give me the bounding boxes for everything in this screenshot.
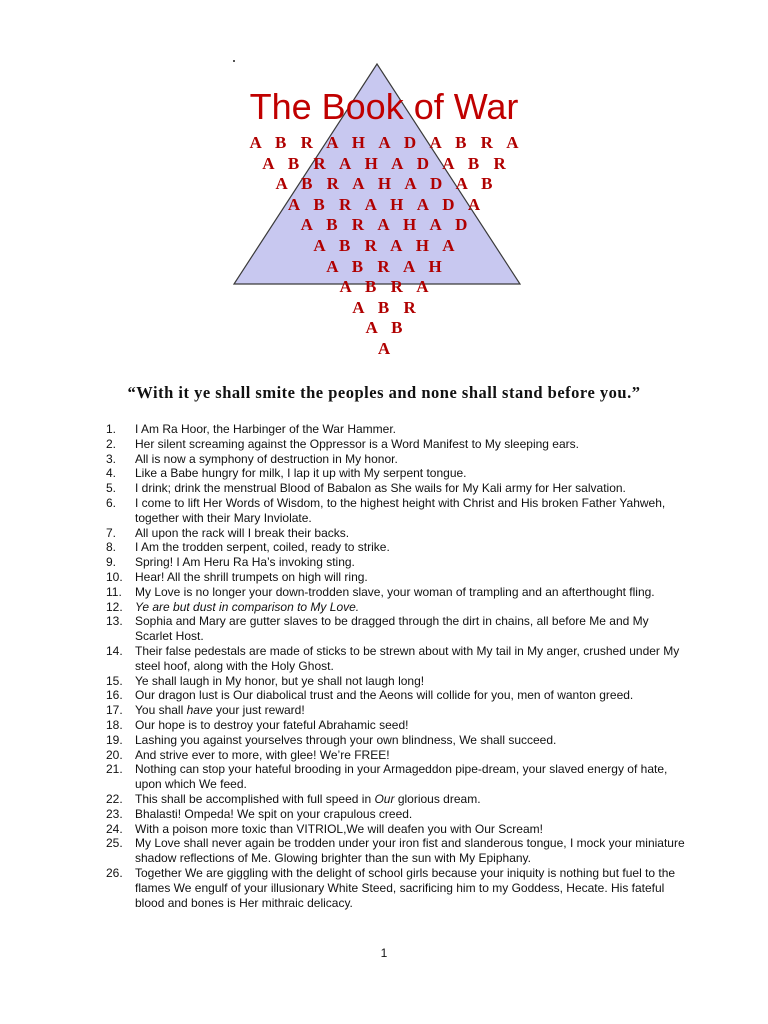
page-number: 1 [380, 946, 388, 960]
verse-item [106, 422, 686, 437]
verse-text: Our hope is to destroy your fateful Abrahamic seed! [135, 717, 409, 732]
verse-text: And strive ever to more, with glee! We’re FREE! [135, 747, 390, 762]
verse-item [106, 614, 686, 644]
page-title-text: The Book of War [249, 86, 519, 127]
verse-item [106, 600, 686, 615]
verse-text: I Am Ra Hoor, the Harbinger of the War Hammer. [135, 422, 396, 436]
verse-list [106, 422, 686, 910]
verse-text: Together We are giggling with the delight of school girls because your iniquity is nothing but fuel to the flames We engulf of your illusionary White Steed, sacrificing him to my Goddess, Hecate. His fateful blood and bones is Her mithraic delicacy. [135, 865, 676, 910]
verse-text: All is now a symphony of destruction in My honor. [135, 451, 398, 466]
abrahadabra-row: A B R A H A [313, 236, 455, 255]
verse-item [106, 452, 686, 467]
verse-number: 15. [106, 673, 123, 688]
verse-text: With a poison more toxic than VITRIOL,We will deafen you with Our Scream! [135, 821, 543, 836]
abrahadabra-row: A B R A H A D A [287, 194, 481, 214]
verse-number: 23. [106, 806, 123, 821]
verse-text: Sophia and Mary are gutter slaves to be dragged through the dirt in chains, all before Me and My Scarlet Host. [135, 614, 649, 644]
verse-number: 16. [106, 688, 123, 703]
verse-text: This shall be accomplished with full speed in Our glorious dream. [135, 791, 481, 806]
verse-item [106, 555, 686, 570]
verse-number: 17. [106, 703, 123, 718]
verse-text: I drink; drink the menstrual Blood of Babalon as She wails for My Kali army for Her salvation. [135, 481, 626, 496]
verse-item [106, 481, 686, 496]
verse-text: I Am the trodden serpent, coiled, ready to strike. [135, 540, 390, 555]
verse-number: 20. [106, 747, 123, 762]
verse-item [106, 703, 686, 718]
verse-item [106, 718, 686, 733]
abrahadabra-row: A B [365, 318, 403, 338]
verse-item [106, 526, 686, 541]
page-title [0, 86, 768, 127]
verse-text: All upon the rack will I break their backs. [135, 525, 350, 540]
abrahadabra-row: A B R A H [326, 256, 442, 276]
verse-item [106, 748, 686, 763]
verse-number: 24. [106, 821, 123, 836]
verse-item [106, 570, 686, 585]
verse-number: 10. [106, 569, 123, 584]
verse-item [106, 496, 686, 526]
verse-number: 19. [106, 732, 123, 747]
verse-number: 14. [106, 643, 123, 658]
verse-text: Hear! All the shrill trumpets on high will ring. [135, 569, 368, 584]
verse-text: My Love shall never again be trodden under your iron fist and slanderous tongue, I mock your miniature shadow reflections of Me. Glowing brighter than the sun with My Epiphany. [135, 836, 685, 866]
verse-number: 3. [106, 451, 117, 466]
verse-text: Their false pedestals are made of sticks to be strewn about with My tail in My anger, crushed under My steel hoof, along with the Holy Ghost. [135, 643, 680, 673]
verse-number: 25. [106, 836, 123, 851]
verse-emphasis: Our [374, 791, 395, 806]
verse-item [106, 644, 686, 674]
verse-number: 9. [106, 555, 117, 570]
verse-number: 21. [106, 762, 123, 777]
verse-number: 26. [106, 865, 123, 880]
verse-number: 7. [106, 525, 117, 540]
abrahadabra-row: A B R A [339, 277, 429, 297]
verse-number: 6. [106, 495, 117, 510]
abrahadabra-row: A B R [352, 297, 416, 317]
verse-text: I come to lift Her Words of Wisdom, to the highest height with Christ and His broken Father Yahweh, together with their Mary Inviolate. [135, 495, 666, 525]
verse-number: 13. [106, 614, 123, 629]
verse-item [106, 836, 686, 866]
verse-item [106, 762, 686, 792]
verse-number: 18. [106, 717, 123, 732]
abrahadabra-row: A [377, 339, 391, 358]
verse-item [106, 674, 686, 689]
verse-item [106, 822, 686, 837]
verse-text: Our dragon lust is Our diabolical trust and the Aeons will collide for you, men of wanton greed. [135, 688, 634, 703]
verse-text: Like a Babe hungry for milk, I lap it up with My serpent tongue. [135, 466, 467, 481]
verse-number: 4. [106, 466, 117, 481]
abrahadabra-row: A B R A H A D A B R [262, 153, 506, 173]
verse-number: 1. [106, 422, 117, 436]
verse-number: 2. [106, 436, 117, 451]
verse-item [106, 688, 686, 703]
verse-number: 11. [106, 584, 122, 599]
verse-text: You shall have your just reward! [135, 703, 305, 718]
verse-text: Ye are but dust in comparison to My Love. [135, 599, 360, 614]
verse-item [106, 466, 686, 481]
verse-item [106, 540, 686, 555]
verse-item [106, 585, 686, 600]
verse-number: 12. [106, 599, 123, 614]
verse-text: My Love is no longer your down-trodden slave, your woman of trampling and an afterthought fling. [135, 584, 655, 599]
verse-emphasis: have [186, 703, 213, 718]
verse-text: Bhalasti! Ompeda! We spit on your crapulous creed. [135, 806, 413, 821]
verse-number: 8. [106, 540, 117, 555]
abrahadabra-row: A B R A H A D A B R A [249, 133, 519, 152]
verse-text: Ye shall laugh in My honor, but ye shall not laugh long! [135, 673, 425, 688]
verse-number: 22. [106, 791, 123, 806]
verse-text: Lashing you against yourselves through your own blindness, We shall succeed. [135, 732, 557, 747]
verse-text: Her silent screaming against the Oppressor is a Word Manifest to My sleeping ears. [135, 436, 579, 451]
verse-item [106, 792, 686, 807]
verse-text: Spring! I Am Heru Ra Ha’s invoking sting. [135, 555, 355, 570]
verse-item [106, 437, 686, 452]
abrahadabra-row: A B R A H A D A B [275, 174, 493, 194]
verse-text: Nothing can stop your hateful brooding in your Armageddon pipe-dream, your slaved energy of hate, upon which We feed. [135, 762, 668, 792]
verse-item [106, 807, 686, 822]
verse-item [106, 866, 686, 910]
epigraph-quote: “With it ye shall smite the peoples and none shall stand before you.” [127, 383, 641, 402]
verse-item [106, 733, 686, 748]
abrahadabra-row: A B R A H A D [300, 215, 468, 235]
verse-number: 5. [106, 481, 117, 496]
